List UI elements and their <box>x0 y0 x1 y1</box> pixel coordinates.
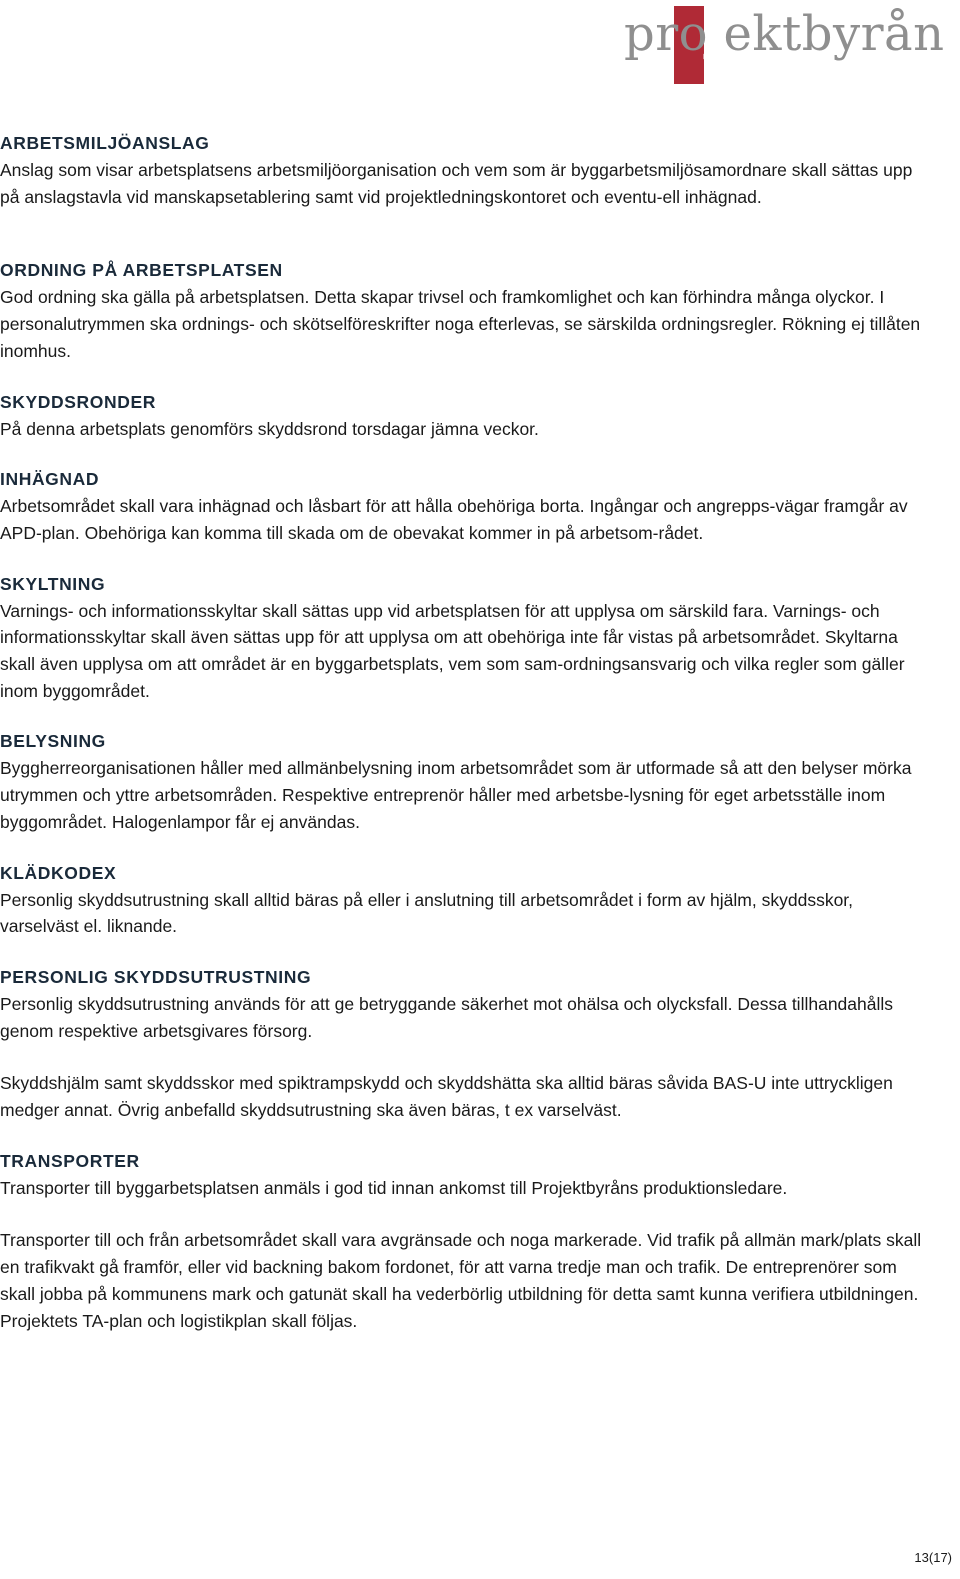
section-body: Transporter till och från arbetsområdet skall vara avgränsade och noga markerade. Vid trafik på allmän mark/plats skall en trafikvakt gå framför, eller vid backning bakom fordonet, för att varna tredje man och trafik. De entreprenörer som skall jobba på kommunens mark och gatunät skall ha vederbörlig utbildning för detta samt kunna verifiera utbildningen. Projektets TA-plan och logistikplan skall följas. <box>0 1230 922 1331</box>
section-body: Skyddshjälm samt skyddsskor med spiktrampskydd och skyddshätta ska alltid bäras såvida BAS-U inte uttryckligen medger annat. Övrig anbefalld skyddsutrustning ska även bäras, t ex varselväst. <box>0 1073 893 1121</box>
section-body: Transporter till byggarbetsplatsen anmäls i god tid innan ankomst till Projektbyråns produktionsledare. <box>0 1177 788 1198</box>
section-skyddsronder <box>0 389 930 443</box>
section-body: Personlig skyddsutrustning används för att ge betryggande säkerhet mot ohälsa och olycksfall. Dessa tillhandahålls genom respektive arbetsgivares försorg. <box>0 993 894 1041</box>
document-content <box>0 130 930 1334</box>
section-title: PERSONLIG SKYDDSUTRUSTNING <box>0 966 312 987</box>
section-body: Varnings- och informationsskyltar skall sättas upp vid arbetsplatsen för att upplysa om särskild fara. Varnings- och informationsskyltar skall även sättas upp för att upplysa om att obehöriga inte får vistas på arbetsområdet. Skyltarna skall även upplysa om att området är en byggarbetsplats, vem som sam-ordningsansvarig och vilka regler som gäller inom byggområdet. <box>0 600 905 701</box>
logo-text-end: ektbyrån <box>723 6 945 62</box>
section-arbetsmiljoanslag <box>0 130 930 210</box>
section-body: Arbetsområdet skall vara inhägnad och låsbart för att hålla obehöriga borta. Ingångar och angrepps-vägar framgår av APD-plan. Obehöriga kan komma till skada om de obevakat kommer in på arbetsom-rådet. <box>0 496 908 543</box>
section-ordning <box>0 257 930 364</box>
section-skyddsutrustning <box>0 964 930 1124</box>
logo-text-highlight: j <box>708 6 724 62</box>
section-title: SKYDDSRONDER <box>0 391 156 412</box>
section-inhagnad <box>0 466 930 546</box>
section-title: BELYSNING <box>0 731 106 752</box>
section-body: Byggherreorganisationen håller med allmänbelysning inom arbetsområdet som är utformade så att den belyser mörka utrymmen och yttre arbetsområden. Respektive entreprenör håller med arbetsbe-lysning för eget arbetsställe inom byggområdet. Halogenlampor får ej användas. <box>0 758 912 832</box>
page-number: 13(17) <box>914 1550 952 1565</box>
section-body: God ordning ska gälla på arbetsplatsen. Detta skapar trivsel och framkomlighet och kan förhindra många olyckor. I personalutrymmen ska ordnings- och skötselföreskrifter noga efterlevas, se särskilda ordningsregler. Rökning ej tillåten inomhus. <box>0 287 921 361</box>
section-title: SKYLTNING <box>0 573 106 594</box>
company-logo <box>624 6 945 86</box>
logo-text-start: pro <box>624 6 709 62</box>
logo-wordmark <box>624 6 945 62</box>
section-title: ORDNING PÅ ARBETSPLATSEN <box>0 260 283 281</box>
section-title: TRANSPORTER <box>0 1150 140 1171</box>
section-transporter <box>0 1148 930 1335</box>
section-body: Personlig skyddsutrustning skall alltid bäras på eller i anslutning till arbetsområdet i form av hjälm, skyddsskor, varselväst el. liknande. <box>0 889 854 937</box>
section-belysning <box>0 728 930 835</box>
section-skyltning <box>0 571 930 705</box>
section-body: På denna arbetsplats genomförs skyddsrond torsdagar jämna veckor. <box>0 418 539 439</box>
section-title: KLÄDKODEX <box>0 862 117 883</box>
section-title: INHÄGNAD <box>0 469 100 490</box>
section-title: ARBETSMILJÖANSLAG <box>0 133 210 153</box>
section-body: Anslag som visar arbetsplatsens arbetsmiljöorganisation och vem som är byggarbetsmiljösamordnare skall sättas upp på anslagstavla vid manskapsetablering samt vid projektledningskontoret och eventu-ell inhägnad. <box>0 160 913 207</box>
section-kladkodex <box>0 860 930 940</box>
